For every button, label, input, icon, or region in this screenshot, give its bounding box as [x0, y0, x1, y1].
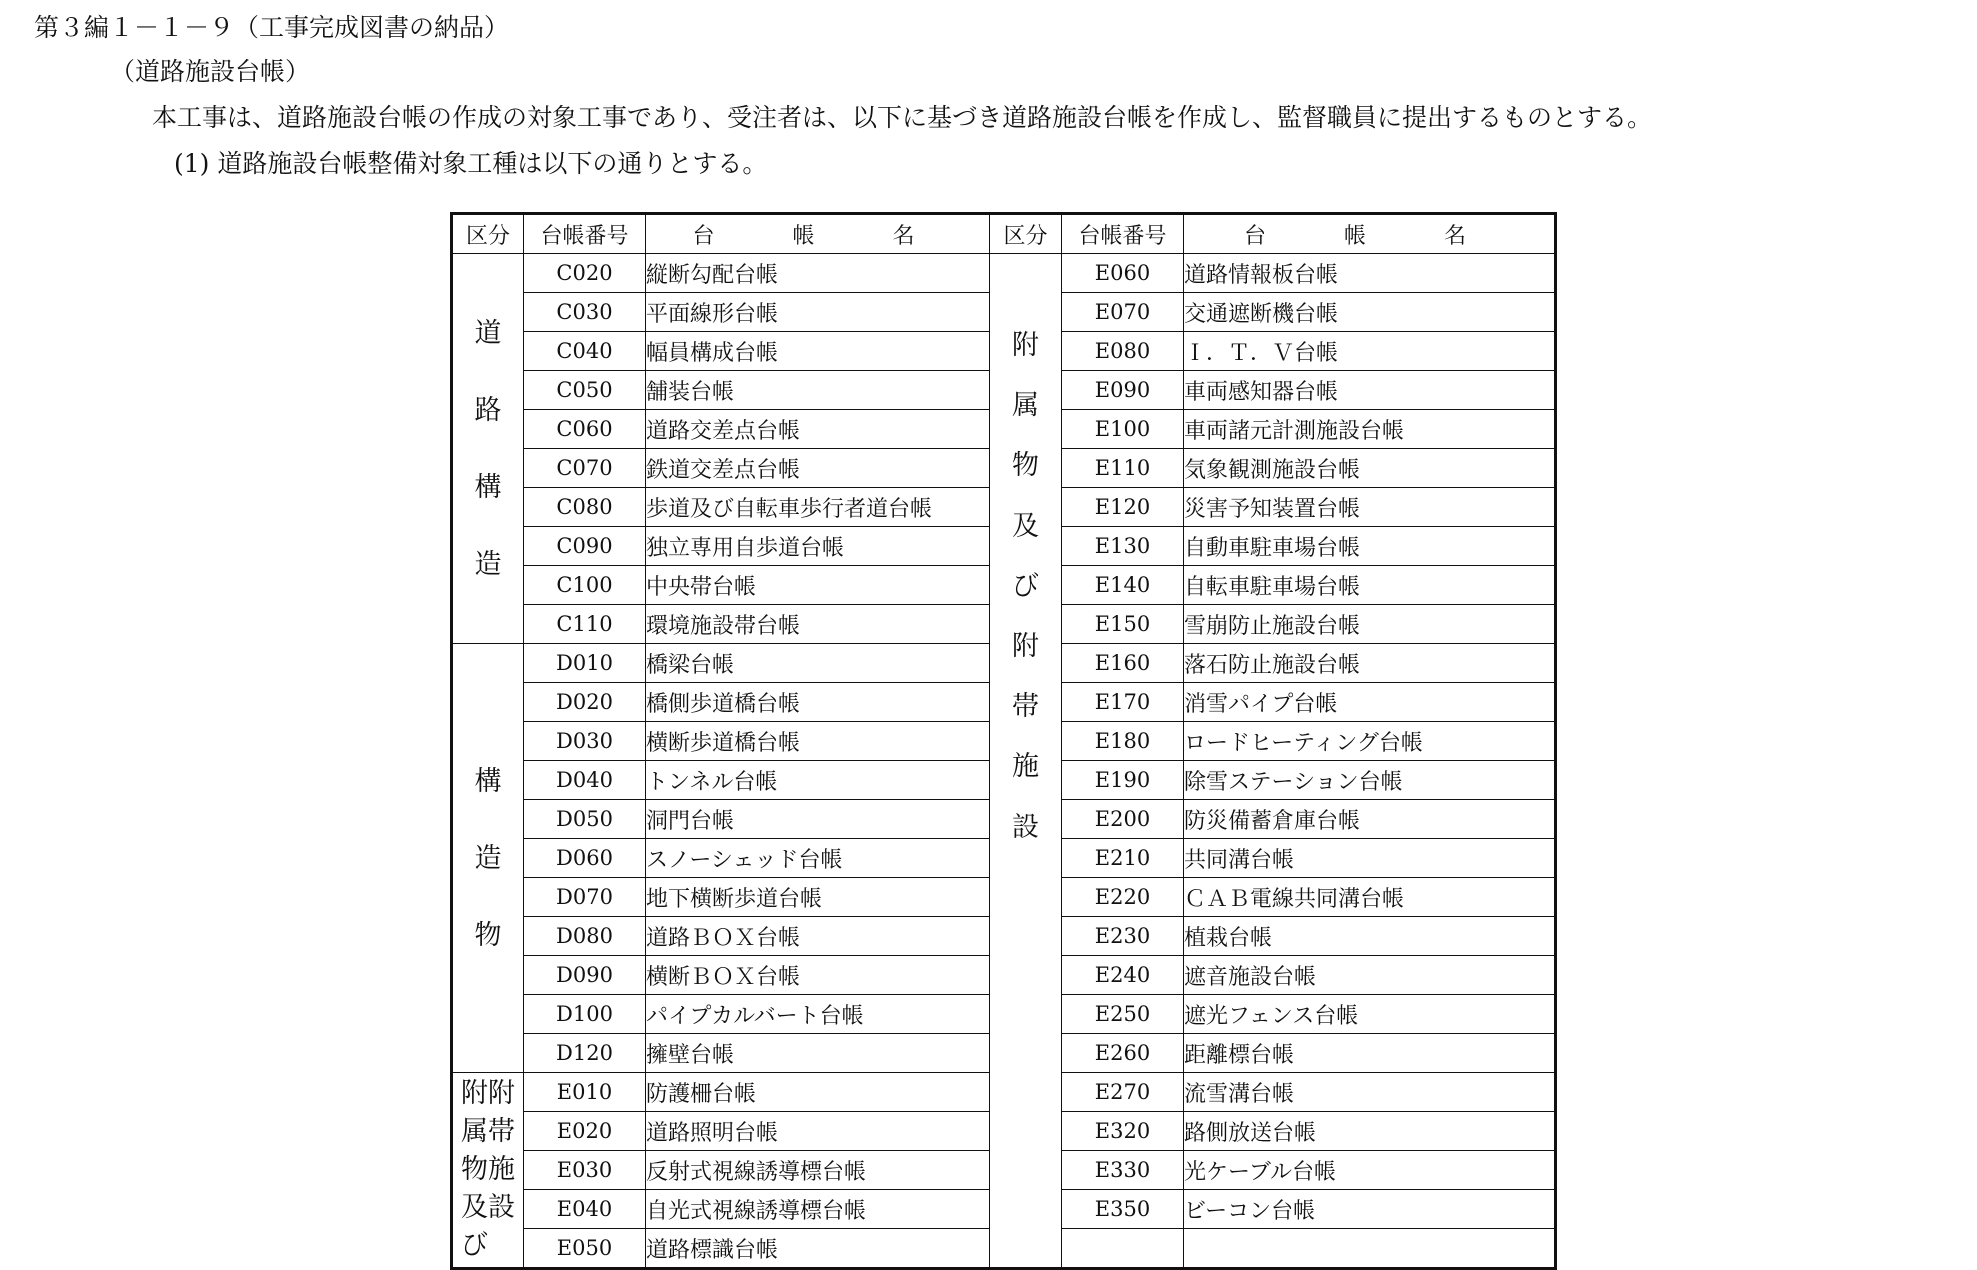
category-attached-facilities-char: 帯 [1012, 691, 1039, 723]
ledger-name: 鉄道交差点台帳 [646, 449, 990, 488]
ledger-code: D100 [524, 995, 646, 1034]
ledger-code-right: E270 [1062, 1073, 1184, 1112]
category-road-structure-char: 造 [474, 548, 502, 580]
ledger-code: D050 [524, 800, 646, 839]
ledger-name: 縦断勾配台帳 [646, 254, 990, 293]
list-item-1: (1) 道路施設台帳整備対象工種は以下の通りとする。 [174, 149, 768, 178]
ledger-code: C110 [524, 605, 646, 644]
ledger-code-right: E350 [1062, 1190, 1184, 1229]
ledger-name-right: 防災備蓄倉庫台帳 [1184, 800, 1556, 839]
ledger-code-right: E120 [1062, 488, 1184, 527]
ledger-name-right: 除雪ステーション台帳 [1184, 761, 1556, 800]
category-road-structure-char: 構 [474, 471, 502, 503]
ledger-code-right: E100 [1062, 410, 1184, 449]
ledger-code: D040 [524, 761, 646, 800]
ledger-name: トンネル台帳 [646, 761, 990, 800]
ledger-code: E010 [524, 1073, 646, 1112]
ledger-name-right: 車両諸元計測施設台帳 [1184, 410, 1556, 449]
ledger-code-right: E110 [1062, 449, 1184, 488]
ledger-name-right: ビーコン台帳 [1184, 1190, 1556, 1229]
ledger-name-right: ＣＡＢ電線共同溝台帳 [1184, 878, 1556, 917]
category-char: 附 [488, 1078, 515, 1109]
ledger-name: 中央帯台帳 [646, 566, 990, 605]
ledger-code: D060 [524, 839, 646, 878]
ledger-name-right: 光ケーブル台帳 [1184, 1151, 1556, 1190]
category-structures-char: 造 [474, 842, 502, 874]
ledger-code: C040 [524, 332, 646, 371]
ledger-code: C090 [524, 527, 646, 566]
ledger-code-right: E160 [1062, 644, 1184, 683]
ledger-name: 環境施設帯台帳 [646, 605, 990, 644]
ledger-name-right: 流雪溝台帳 [1184, 1073, 1556, 1112]
ledger-code-right: E080 [1062, 332, 1184, 371]
ledger-name-right: 災害予知装置台帳 [1184, 488, 1556, 527]
ledger-name: 橋側歩道橋台帳 [646, 683, 990, 722]
ledger-name: 独立専用自歩道台帳 [646, 527, 990, 566]
ledger-name: 道路標識台帳 [646, 1229, 990, 1269]
ledger-code-right: E190 [1062, 761, 1184, 800]
ledger-name-right: 共同溝台帳 [1184, 839, 1556, 878]
ledger-code: E030 [524, 1151, 646, 1190]
ledger-code-right: E090 [1062, 371, 1184, 410]
ledger-code-right: E330 [1062, 1151, 1184, 1190]
category-attached-facilities-left [452, 1073, 524, 1269]
ledger-name-right: 遮音施設台帳 [1184, 956, 1556, 995]
category-char: 施 [488, 1154, 515, 1185]
ledger-code-right: E150 [1062, 605, 1184, 644]
ledger-name: パイプカルバート台帳 [646, 995, 990, 1034]
category-road-structure-char: 道 [474, 317, 502, 349]
ledger-code-right [1062, 1229, 1184, 1269]
ledger-code-right: E200 [1062, 800, 1184, 839]
ledger-table [450, 212, 1557, 1270]
category-attached-facilities-char: 設 [1012, 811, 1039, 843]
ledger-name-right: 落石防止施設台帳 [1184, 644, 1556, 683]
ledger-name: 歩道及び自転車歩行者道台帳 [646, 488, 990, 527]
ledger-code: C080 [524, 488, 646, 527]
ledger-name-right: 植栽台帳 [1184, 917, 1556, 956]
ledger-name: 洞門台帳 [646, 800, 990, 839]
table-row [452, 254, 1556, 293]
intro-paragraph: 本工事は、道路施設台帳の作成の対象工事であり、受注者は、以下に基づき道路施設台帳を作成し、監督職員に提出するものとする。 [152, 103, 1653, 132]
ledger-name: スノーシェッド台帳 [646, 839, 990, 878]
ledger-name: 反射式視線誘導標台帳 [646, 1151, 990, 1190]
ledger-code: C020 [524, 254, 646, 293]
ledger-name-right [1184, 1229, 1556, 1269]
header-name: 台 帳 名 [646, 214, 990, 254]
ledger-name-right: 気象観測施設台帳 [1184, 449, 1556, 488]
ledger-name: 横断ＢＯＸ台帳 [646, 956, 990, 995]
ledger-code-right: E230 [1062, 917, 1184, 956]
category-road-structure-char: 路 [474, 394, 502, 426]
ledger-code: C100 [524, 566, 646, 605]
ledger-name: 舗装台帳 [646, 371, 990, 410]
ledger-code: C060 [524, 410, 646, 449]
ledger-name-right: Ｉ．Ｔ．Ｖ台帳 [1184, 332, 1556, 371]
category-attached-facilities-char: 施 [1012, 751, 1039, 783]
header-code-2: 台帳番号 [1062, 214, 1184, 254]
ledger-body [452, 254, 1556, 1269]
category-attached-facilities-char: 属 [1012, 390, 1039, 422]
ledger-code-right: E320 [1062, 1112, 1184, 1151]
ledger-name: 道路照明台帳 [646, 1112, 990, 1151]
category-char: 及 [461, 1192, 488, 1223]
header-category-2: 区分 [990, 214, 1062, 254]
ledger-code: D070 [524, 878, 646, 917]
ledger-name: 道路交差点台帳 [646, 410, 990, 449]
ledger-code-right: E260 [1062, 1034, 1184, 1073]
ledger-code-right: E170 [1062, 683, 1184, 722]
category-attached-facilities [990, 254, 1062, 1269]
ledger-name: 道路ＢＯＸ台帳 [646, 917, 990, 956]
ledger-name-right: 車両感知器台帳 [1184, 371, 1556, 410]
header-category: 区分 [452, 214, 524, 254]
section-heading: 第３編１－１－９（工事完成図書の納品） [34, 13, 510, 42]
ledger-name-right: 遮光フェンス台帳 [1184, 995, 1556, 1034]
header-name-2: 台 帳 名 [1184, 214, 1556, 254]
category-structures-char: 構 [474, 765, 502, 797]
category-structures-char: 物 [474, 919, 502, 951]
category-attached-facilities-char: 物 [1012, 450, 1039, 482]
ledger-name-right: 交通遮断機台帳 [1184, 293, 1556, 332]
category-char: 物 [461, 1154, 488, 1185]
ledger-code-right: E060 [1062, 254, 1184, 293]
ledger-name-right: 道路情報板台帳 [1184, 254, 1556, 293]
ledger-code-right: E130 [1062, 527, 1184, 566]
ledger-code-right: E180 [1062, 722, 1184, 761]
ledger-code: D020 [524, 683, 646, 722]
ledger-code: C050 [524, 371, 646, 410]
ledger-name-right: 雪崩防止施設台帳 [1184, 605, 1556, 644]
ledger-code-right: E140 [1062, 566, 1184, 605]
ledger-code-right: E070 [1062, 293, 1184, 332]
category-char: 帯 [488, 1116, 515, 1147]
ledger-name: 平面線形台帳 [646, 293, 990, 332]
ledger-name: 地下横断歩道台帳 [646, 878, 990, 917]
category-char: 設 [488, 1192, 515, 1223]
category-attached-facilities-char: 附 [1012, 330, 1039, 361]
ledger-name-right: 自転車駐車場台帳 [1184, 566, 1556, 605]
ledger-name: 自光式視線誘導標台帳 [646, 1190, 990, 1229]
ledger-code: D030 [524, 722, 646, 761]
ledger-code-right: E250 [1062, 995, 1184, 1034]
ledger-name-right: 距離標台帳 [1184, 1034, 1556, 1073]
ledger-code-right: E220 [1062, 878, 1184, 917]
ledger-name: 防護柵台帳 [646, 1073, 990, 1112]
ledger-name: 横断歩道橋台帳 [646, 722, 990, 761]
header-code: 台帳番号 [524, 214, 646, 254]
ledger-code-right: E240 [1062, 956, 1184, 995]
ledger-code: D080 [524, 917, 646, 956]
category-attached-facilities-char: 及 [1012, 510, 1039, 542]
ledger-name-right: 消雪パイプ台帳 [1184, 683, 1556, 722]
category-char: 属 [461, 1116, 488, 1147]
table-header-row [452, 214, 1556, 254]
ledger-code: E050 [524, 1229, 646, 1269]
category-road-structure [452, 254, 524, 644]
ledger-name-right: 自動車駐車場台帳 [1184, 527, 1556, 566]
category-char: び [461, 1230, 488, 1261]
ledger-name-right: 路側放送台帳 [1184, 1112, 1556, 1151]
category-attached-facilities-char: 附 [1012, 631, 1039, 663]
ledger-code: C070 [524, 449, 646, 488]
ledger-code: D090 [524, 956, 646, 995]
ledger-code: C030 [524, 293, 646, 332]
ledger-name: 幅員構成台帳 [646, 332, 990, 371]
ledger-code: E020 [524, 1112, 646, 1151]
subheading: （道路施設台帳） [110, 57, 311, 86]
category-char: 附 [461, 1078, 488, 1109]
ledger-code: D120 [524, 1034, 646, 1073]
ledger-name: 橋梁台帳 [646, 644, 990, 683]
category-attached-facilities-char: び [1012, 570, 1039, 602]
ledger-name-right: ロードヒーティング台帳 [1184, 722, 1556, 761]
ledger-code: D010 [524, 644, 646, 683]
ledger-code: E040 [524, 1190, 646, 1229]
ledger-code-right: E210 [1062, 839, 1184, 878]
ledger-name: 擁壁台帳 [646, 1034, 990, 1073]
category-structures [452, 644, 524, 1073]
